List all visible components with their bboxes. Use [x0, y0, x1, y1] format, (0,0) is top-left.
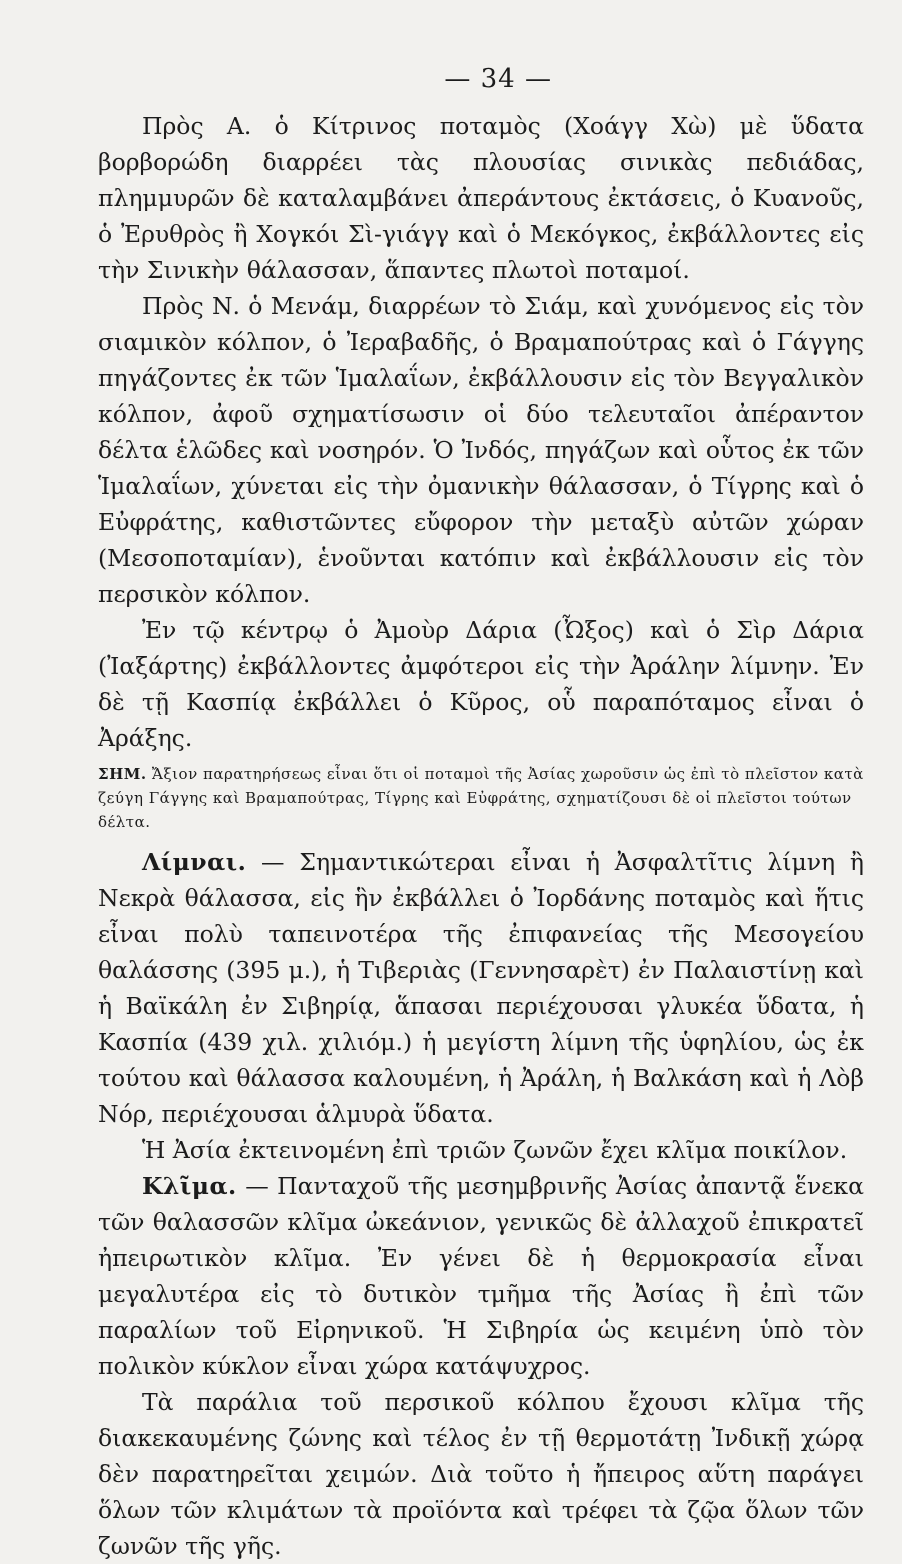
paragraph-south-rivers: Πρὸς Ν. ὁ Μενάμ, διαρρέων τὸ Σιάμ, καὶ χυνόμενος εἰς τὸν σιαμικὸν κόλπον, ὁ Ἰεραβαδῆς, ὁ Βραμαπούτρας καὶ ὁ Γάγγης πηγάζοντες ἐκ τῶν Ἱμαλαΐων, ἐκβάλλουσιν εἰς τὸν Βεγγαλικὸν κόλπον, ἀφοῦ σχηματίσωσιν οἱ δύο τελευταῖοι ἀπέραντον δέλτα ἑλῶδες καὶ νοσηρόν. Ὁ Ἰνδός, πηγάζων καὶ οὗτος ἐκ τῶν Ἱμαλαΐων, χύνεται εἰς τὴν ὀμανικὴν θάλασσαν, ὁ Τίγρης καὶ ὁ Εὐφράτης, καθιστῶντες εὔφορον τὴν μεταξὺ αὐτῶν χώραν (Μεσοποταμίαν), ἑνοῦνται κατόπιν καὶ ἐκβάλλουσιν εἰς τὸν περσικὸν κόλπον.: [98, 292, 864, 608]
paragraph-central-rivers: Ἐν τῷ κέντρῳ ὁ Ἀμοὺρ Δάρια (Ὦξος) καὶ ὁ Σὶρ Δάρια (Ἰαξάρτης) ἐκβάλλοντες ἀμφότεροι εἰς τὴν Ἀράλην λίμνην. Ἐν δὲ τῇ Κασπίᾳ ἐκβάλλει ὁ Κῦρος, οὗ παραπόταμος εἶναι ὁ Ἀράξης.: [98, 616, 864, 752]
paragraph-asia-climate: Ἡ Ἀσία ἐκτεινομένη ἐπὶ τριῶν ζωνῶν ἔχει κλῖμα ποικίλον.: [142, 1136, 848, 1164]
paragraph-persian-gulf-climate: Τὰ παράλια τοῦ περσικοῦ κόλπου ἔχουσι κλῖμα τῆς διακεκαυμένης ζώνης καὶ τέλος ἐν τῇ θερμοτάτῃ Ἰνδικῇ χώρᾳ δὲν παρατηρεῖται χειμών. Διὰ τοῦτο ἡ ἤπειρος αὕτη παράγει ὅλων τῶν κλιμάτων τὰ προϊόντα καὶ τρέφει τὰ ζῷα ὅλων τῶν ζωνῶν τῆς γῆς.: [98, 1388, 864, 1560]
paragraph-lakes: [98, 844, 864, 1132]
lakes-text: — Σημαντικώτεραι εἶναι ἡ Ἀσφαλτῖτις λίμνη ἢ Νεκρὰ θάλασσα, εἰς ἣν ἐκβάλλει ὁ Ἰορδάνης ποταμὸς καὶ ἥτις εἶναι πολὺ ταπεινοτέρα τῆς ἐπιφανείας τῆς Μεσογείου θαλάσσης (395 μ.), ἡ Τιβεριὰς (Γεννησαρὲτ) ἐν Παλαιστίνῃ καὶ ἡ Βαϊκάλη ἐν Σιβηρίᾳ, ἅπασαι περιέχουσαι γλυκέα ὕδατα, ἡ Κασπία (439 χιλ. χιλιόμ.) ἡ μεγίστη λίμνη τῆς ὑφηλίου, ὡς ἐκ τούτου καὶ θάλασσα καλουμένη, ἡ Ἀράλη, ἡ Βαλκάση καὶ ἡ Λὸβ Νόρ, περιέχουσαι ἁλμυρὰ ὕδατα.: [98, 848, 864, 1128]
note-text: Ἄξιον παρατηρήσεως εἶναι ὅτι οἱ ποταμοὶ τῆς Ἀσίας χωροῦσιν ὡς ἐπὶ τὸ πλεῖστον κατὰ ζεύγη Γάγγης καὶ Βραμαπούτρας, Τίγρης καὶ Εὐφράτης, σχηματίζουσι δὲ οἱ πλεῖστοι τούτων δέλτα.: [98, 765, 864, 831]
paragraph-climate: [98, 1168, 864, 1384]
climate-text: — Πανταχοῦ τῆς μεσημβρινῆς Ἀσίας ἀπαντᾷ ἕνεκα τῶν θαλασσῶν κλῖμα ὠκεάνιον, γενικῶς δὲ ἀλλαχοῦ ἐπικρατεῖ ἠπειρωτικὸν κλῖμα. Ἐν γένει δὲ ἡ θερμοκρασία εἶναι μεγαλυτέρα εἰς τὸ δυτικὸν τμῆμα τῆς Ἀσίας ἢ ἐπὶ τῶν παραλίων τοῦ Εἰρηνικοῦ. Ἡ Σιβηρία ὡς κειμένη ὑπὸ τὸν πολικὸν κύκλον εἶναι χώρα κατάψυχρος.: [98, 1172, 864, 1380]
climate-heading: Κλῖμα.: [142, 1172, 237, 1200]
page-number: — 34 —: [444, 64, 552, 94]
lakes-heading: Λίμναι.: [142, 848, 247, 876]
paragraph-east-rivers: Πρὸς Α. ὁ Κίτρινος ποταμὸς (Χοάγγ Χὼ) μὲ ὕδατα βορβορώδη διαρρέει τὰς πλουσίας σινικὰς πεδιάδας, πλημμυρῶν δὲ καταλαμβάνει ἀπεράντους ἐκτάσεις, ὁ Κυανοῦς, ὁ Ἐρυθρὸς ἢ Χογκόι Σὶ-γιάγγ καὶ ὁ Μεκόγκος, ἐκβάλλοντες εἰς τὴν Σινικὴν θάλασσαν, ἅπαντες πλωτοὶ ποταμοί.: [98, 112, 864, 284]
note-label: ΣΗΜ.: [98, 765, 147, 783]
note: [98, 762, 864, 834]
